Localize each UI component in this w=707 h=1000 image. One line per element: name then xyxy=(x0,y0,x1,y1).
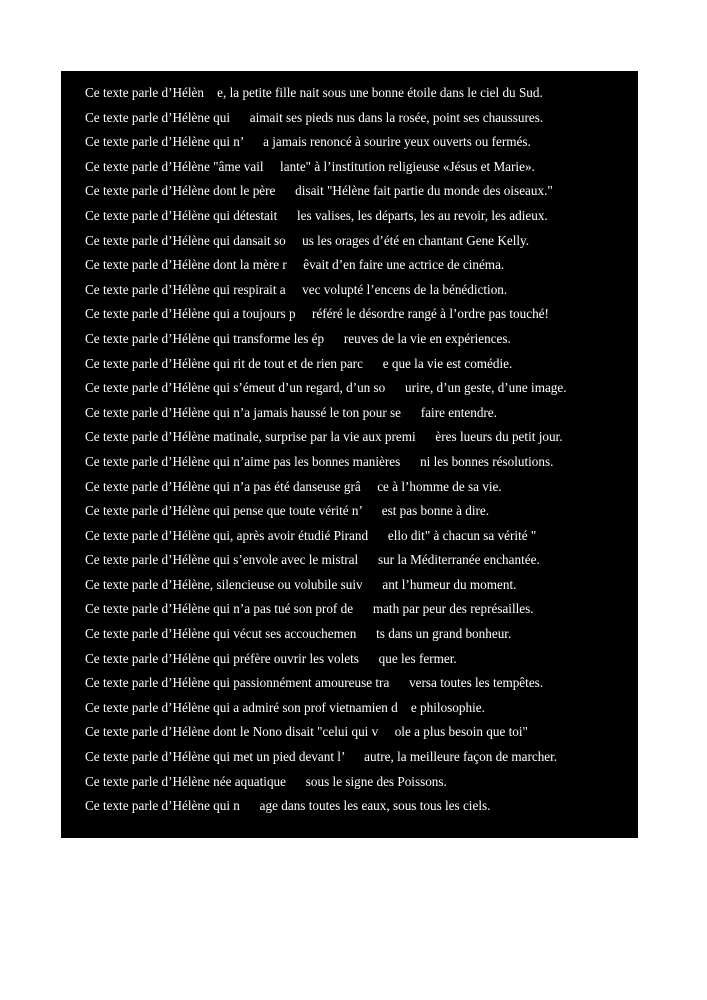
poem-line: Ce texte parle d’Hélène qui dansait so us les orages d’été en chantant Gene Kelly. xyxy=(85,232,530,248)
poem-line: Ce texte parle d’Hélène, silencieuse ou volubile suiv ant l’humeur du moment. xyxy=(85,576,517,592)
poem-line: Ce texte parle d’Hélène qui pense que toute vérité n’ est pas bonne à dire. xyxy=(85,503,490,519)
poem-line: Ce texte parle d’Hélène qui n’ a jamais renoncé à sourire yeux ouverts ou fermés. xyxy=(85,134,531,150)
poem-line: Ce texte parle d’Hélène qui n’a jamais haussé le ton pour se faire entendre. xyxy=(85,404,497,420)
poem-line: Ce texte parle d’Hélène qui a toujours p référé le désordre rangé à l’ordre pas touché! xyxy=(85,306,549,322)
poem-line: Ce texte parle d’Hélène qui met un pied devant l’ autre, la meilleure façon de marcher. xyxy=(85,749,558,765)
poem-line: Ce texte parle d’Hélène qui, après avoir étudié Pirand ello dit" à chacun sa vérité " xyxy=(85,527,537,543)
poem-line: Ce texte parle d’Hélène qui n’a pas été danseuse grâ ce à l’homme de sa vie. xyxy=(85,478,502,494)
poem-line: Ce texte parle d’Hélène qui rit de tout et de rien parc e que la vie est comédie. xyxy=(85,355,513,371)
poem-line: Ce texte parle d’Hélène dont le Nono disait "celui qui v ole a plus besoin que toi" xyxy=(85,724,528,740)
poem-line: Ce texte parle d’Hélène qui passionnément amoureuse tra versa toutes les tempêtes. xyxy=(85,675,544,691)
poem-line: Ce texte parle d’Hélène matinale, surprise par la vie aux premi ères lueurs du petit jour. xyxy=(85,429,563,445)
text-block xyxy=(61,71,638,838)
poem-line: Ce texte parle d’Hélène qui détestait les valises, les départs, les au revoir, les adieux. xyxy=(85,207,548,223)
poem-line: Ce texte parle d’Hélène "âme vail lante" à l’institution religieuse «Jésus et Marie». xyxy=(85,158,535,174)
poem-line: Ce texte parle d’Hélène qui n age dans toutes les eaux, sous tous les ciels. xyxy=(85,798,491,814)
poem-lines xyxy=(85,81,567,819)
poem-line: Ce texte parle d’Hélène qui transforme les ép reuves de la vie en expériences. xyxy=(85,330,511,346)
poem-line: Ce texte parle d’Hélène qui s’envole avec le mistral sur la Méditerranée enchantée. xyxy=(85,552,540,568)
poem-line: Ce texte parle d’Hélène dont la mère r êvait d’en faire une actrice de cinéma. xyxy=(85,257,505,273)
poem-line: Ce texte parle d’Hélène qui a admiré son prof vietnamien d e philosophie. xyxy=(85,699,485,715)
poem-line: Ce texte parle d’Hélène qui n’a pas tué son prof de math par peur des représailles. xyxy=(85,601,534,617)
poem-line: Ce texte parle d’Hélène qui respirait a vec volupté l’encens de la bénédiction. xyxy=(85,281,508,297)
poem-line: Ce texte parle d’Hélène qui n’aime pas les bonnes manières ni les bonnes résolutions. xyxy=(85,453,554,469)
poem-line: Ce texte parle d’Hélèn e, la petite fille nait sous une bonne étoile dans le ciel du Sud. xyxy=(85,85,543,100)
poem-line: Ce texte parle d’Hélène qui préfère ouvrir les volets que les fermer. xyxy=(85,650,457,666)
poem-line: Ce texte parle d’Hélène qui s’émeut d’un regard, d’un so urire, d’un geste, d’une image. xyxy=(85,380,567,396)
poem-line: Ce texte parle d’Hélène née aquatique sous le signe des Poissons. xyxy=(85,773,447,789)
poem-line: Ce texte parle d’Hélène qui aimait ses pieds nus dans la rosée, point ses chaussures. xyxy=(85,109,544,125)
poem-line: Ce texte parle d’Hélène qui vécut ses accouchemen ts dans un grand bonheur. xyxy=(85,626,512,642)
poem-line: Ce texte parle d’Hélène dont le père disait "Hélène fait partie du monde des oiseaux." xyxy=(85,183,553,199)
